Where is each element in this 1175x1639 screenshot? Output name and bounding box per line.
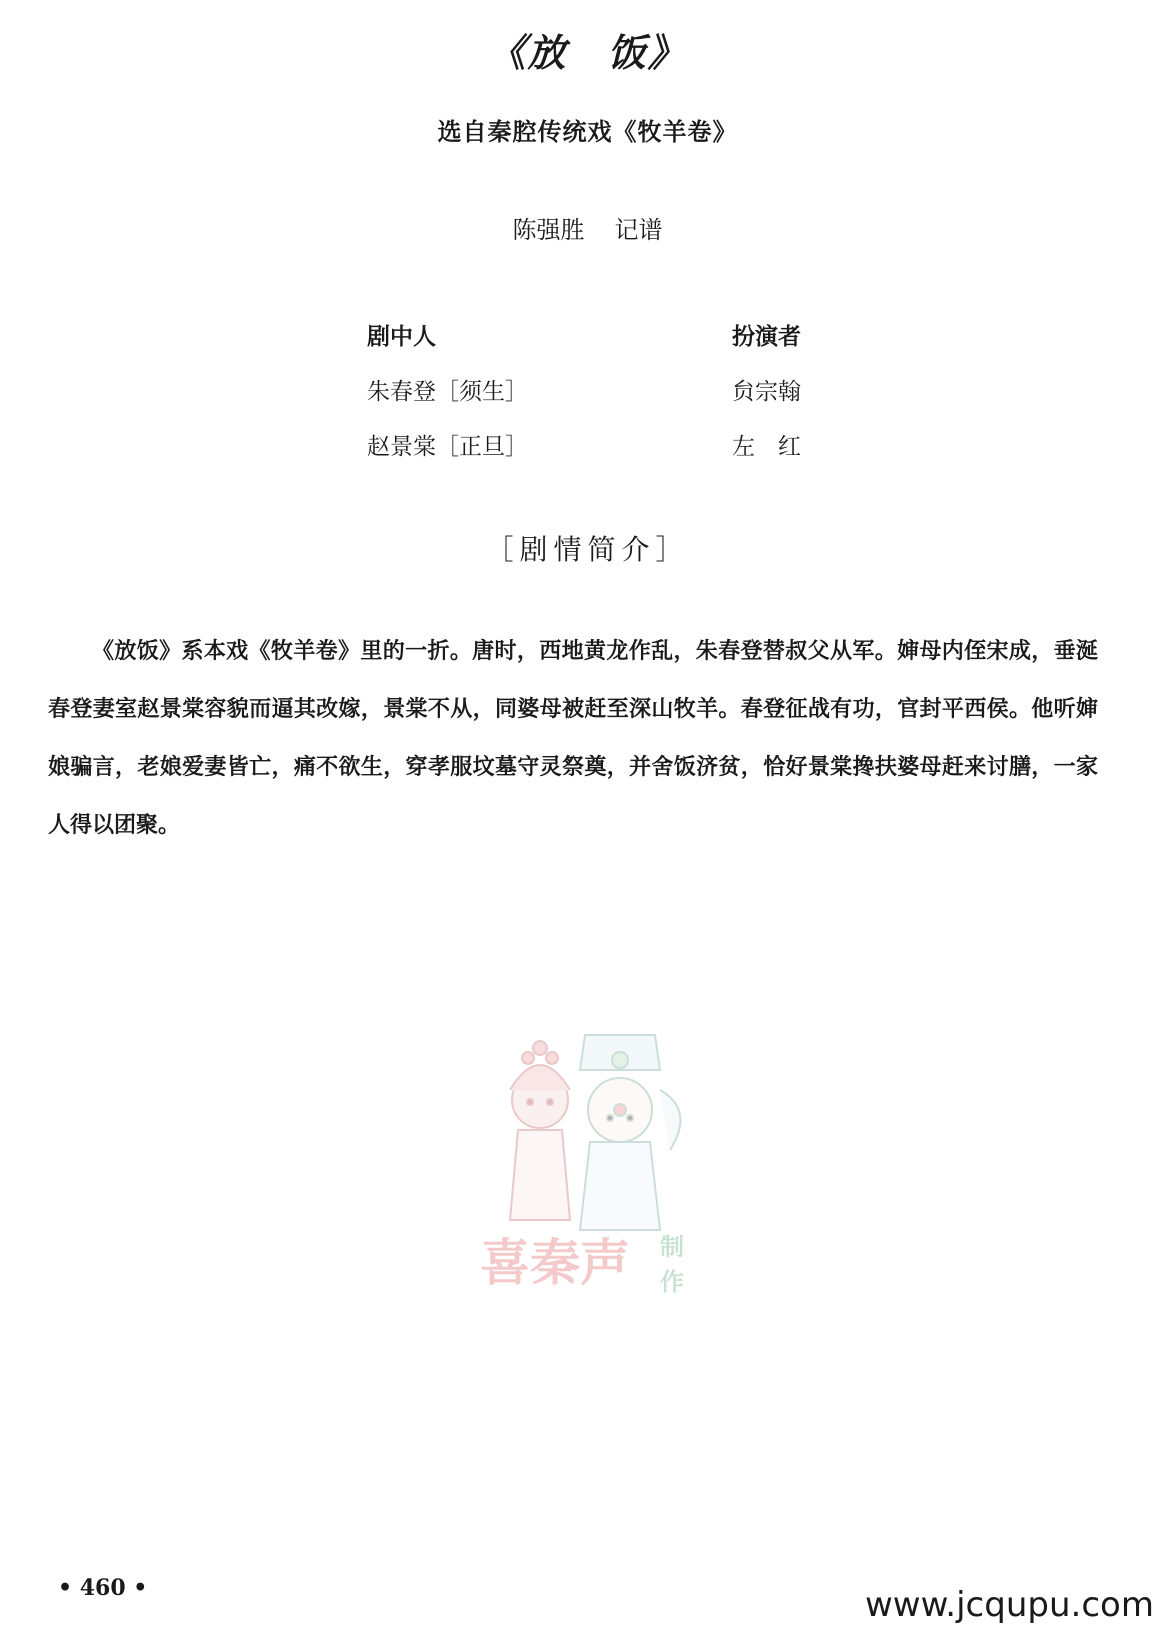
cast-row: [367, 373, 827, 428]
cast-header-role: 剧中人: [367, 323, 436, 350]
cast-actor: 贠宗翰: [732, 379, 801, 405]
cast-row: [367, 428, 827, 483]
watermark-text-side1: 制: [660, 1235, 684, 1261]
site-watermark-url: www.jcqupu.com: [865, 1585, 1154, 1625]
cast-role: 朱春登［须生］: [367, 379, 528, 405]
watermark-text-main: 喜秦声: [480, 1235, 630, 1291]
document-title: 《放 饭》: [487, 30, 688, 75]
cast-table: [367, 318, 827, 483]
cast-role: 赵景棠［正旦］: [367, 434, 528, 460]
cast-header-actor: 扮演者: [732, 323, 801, 350]
cast-actor: 左 红: [732, 434, 801, 460]
author-line: [0, 210, 1175, 245]
document-subtitle: 选自秦腔传统戏《牧羊卷》: [437, 117, 738, 146]
watermark-logo: [470, 1030, 740, 1330]
author-role: 记谱: [614, 216, 663, 244]
synopsis-paragraph: 《放饭》系本戏《牧羊卷》里的一折。唐时，西地黄龙作乱，朱春登替叔父从军。婶母内侄宋成，垂涎春登妻室赵景棠容貌而逼其改嫁，景棠不从，同婆母被赶至深山牧羊。春登征战有功，官封平西侯。他听婶娘骗言，老娘爱妻皆亡，痛不欲生，穿孝服坟墓守灵祭奠，并舍饭济贫，恰好景棠搀扶婆母赶来讨膳，一家人得以团聚。: [48, 638, 1098, 838]
cast-header-row: [367, 318, 827, 373]
section-title-synopsis: ［剧情简介］: [485, 533, 690, 566]
page-number: • 460 •: [58, 1575, 148, 1601]
watermark-text-side2: 作: [660, 1270, 684, 1296]
watermark-figure-male: [580, 1035, 680, 1230]
author-name: 陈强胜: [512, 216, 585, 244]
watermark-figure-female: [510, 1041, 570, 1220]
